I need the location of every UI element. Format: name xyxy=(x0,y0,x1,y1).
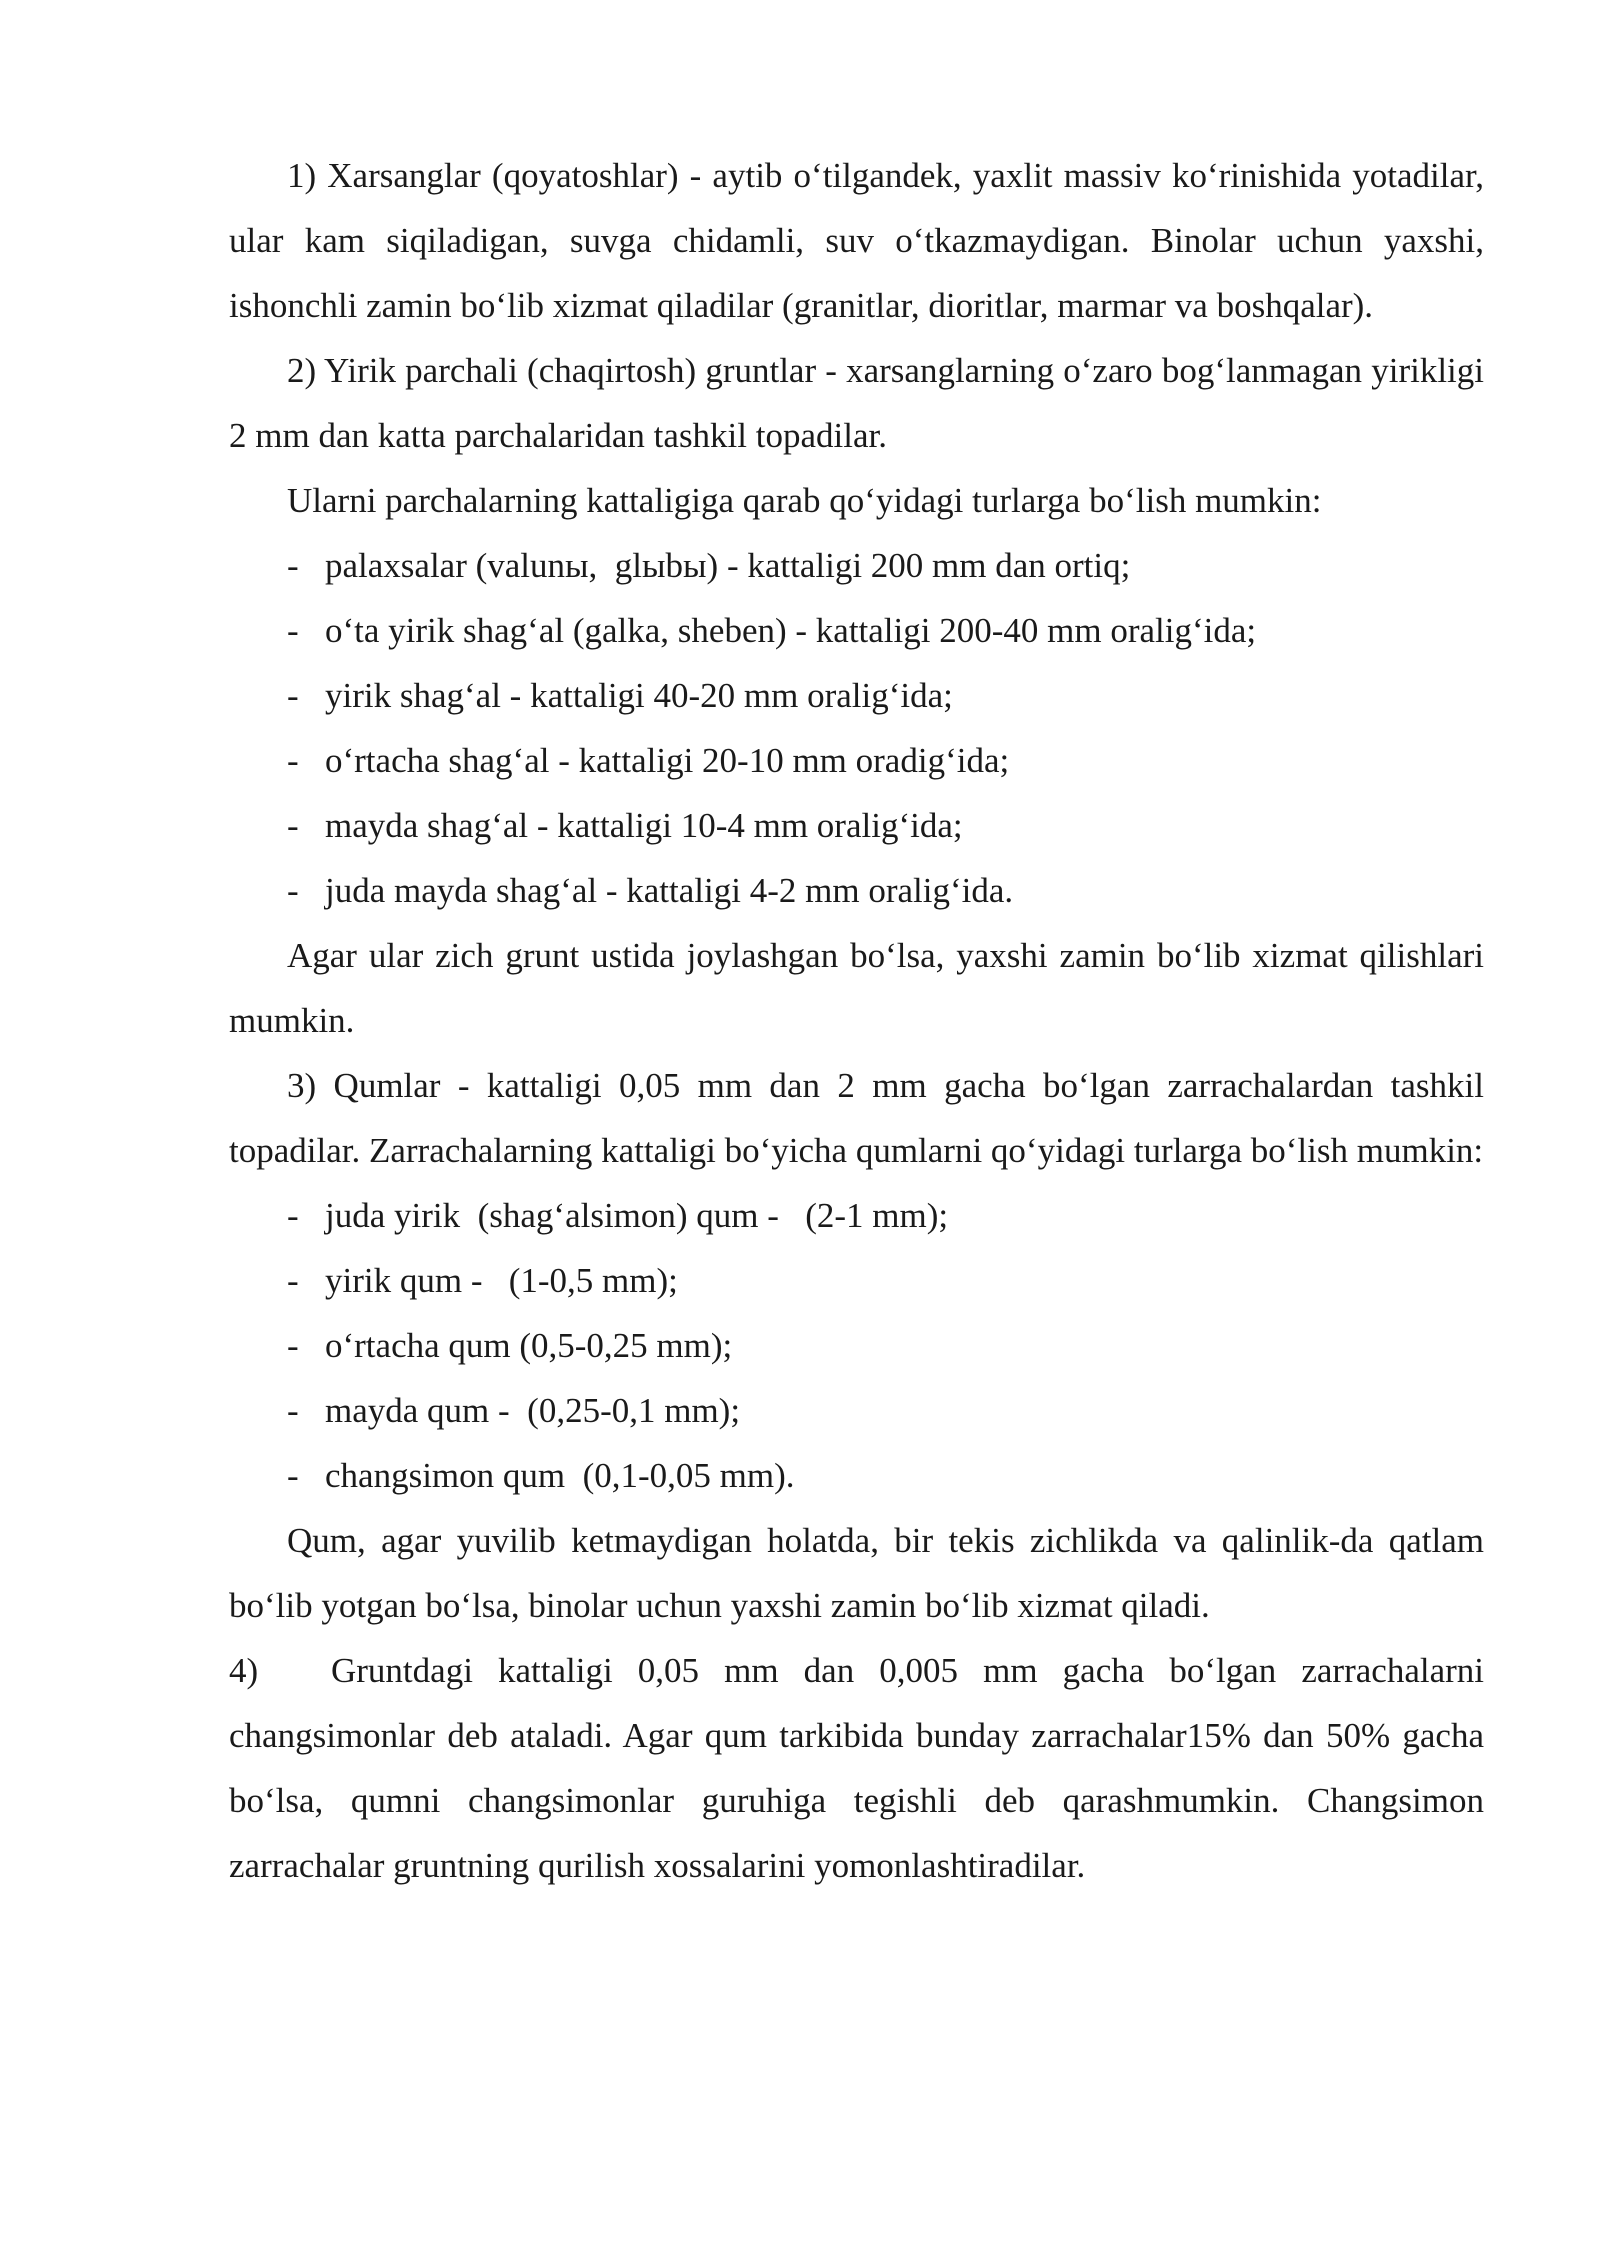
paragraph-number: 4) xyxy=(229,1651,259,1690)
list-dash: - xyxy=(287,1391,299,1430)
list-dash: - xyxy=(287,1261,299,1300)
document-body xyxy=(229,143,1484,1898)
list-item-text: juda mayda shag‘al - kattaligi 4-2 mm oralig‘ida. xyxy=(325,871,1014,910)
list-dash: - xyxy=(287,741,299,780)
list-item xyxy=(229,1183,1484,1248)
list-dash: - xyxy=(287,1326,299,1365)
paragraph-coarse-types-intro: Ularni parchalarning kattaligiga qarab qo‘yidagi turlarga bo‘lish mumkin: xyxy=(287,481,1322,520)
list-item xyxy=(229,728,1484,793)
paragraph-gravel-note: Agar ular zich grunt ustida joylashgan bo‘lsa, yaxshi zamin bo‘lib xizmat qilishlari mumkin. xyxy=(229,936,1484,1040)
list-item-text: palaxsalar (valunы, glыbы) - kattaligi 200 mm dan ortiq; xyxy=(325,546,1131,585)
list-item-text: yirik shag‘al - kattaligi 40-20 mm oralig‘ida; xyxy=(325,676,953,715)
list-item xyxy=(229,1443,1484,1508)
paragraph-rock-soils: 1) Xarsanglar (qoyatoshlar) - aytib o‘tilgandek, yaxlit massiv ko‘rinishida yotadilar, ular kam siqiladigan, suvga chidamli, suv o‘tkazmaydigan. Binolar uchun yaxshi, ishonchli zamin bo‘lib xizmat qiladilar (granitlar, dioritlar, marmar va boshqalar). xyxy=(229,156,1484,325)
list-dash: - xyxy=(287,1456,299,1495)
list-dash: - xyxy=(287,871,299,910)
list-item xyxy=(229,1313,1484,1378)
paragraph-silts-text: Gruntdagi kattaligi 0,05 mm dan 0,005 mm gacha bo‘lgan zarrachalarni changsimonlar deb ataladi. Agar qum tarkibida bunday zarrachalar15% dan 50% gacha bo‘lsa, qumni changsimonlar guruhiga tegishli deb qarashmumkin. Changsimon zarrachalar gruntning qurilish xossalarini yomonlashtiradilar. xyxy=(229,1651,1484,1885)
list-item xyxy=(229,858,1484,923)
paragraph-coarse-soils: 2) Yirik parchali (chaqirtosh) gruntlar - xarsanglarning o‘zaro bog‘lanmagan yirikligi 2 mm dan katta parchalaridan tashkil topadilar. xyxy=(229,351,1484,455)
list-item xyxy=(229,598,1484,663)
gravel-type-list xyxy=(229,533,1484,923)
sand-type-list xyxy=(229,1183,1484,1508)
list-item-text: changsimon qum (0,1-0,05 mm). xyxy=(325,1456,795,1495)
list-item-text: o‘rtacha qum (0,5-0,25 mm); xyxy=(325,1326,733,1365)
list-dash: - xyxy=(287,806,299,845)
list-item-text: o‘rtacha shag‘al - kattaligi 20-10 mm oradig‘ida; xyxy=(325,741,1010,780)
list-dash: - xyxy=(287,546,299,585)
list-dash: - xyxy=(287,676,299,715)
list-item-text: mayda qum - (0,25-0,1 mm); xyxy=(325,1391,741,1430)
list-item-text: juda yirik (shag‘alsimon) qum - (2-1 mm); xyxy=(325,1196,949,1235)
list-item xyxy=(229,663,1484,728)
list-item-text: o‘ta yirik shag‘al (galka, sheben) - kattaligi 200-40 mm oralig‘ida; xyxy=(325,611,1257,650)
list-item xyxy=(229,533,1484,598)
paragraph-silts xyxy=(105,1638,1484,1898)
paragraph-sands: 3) Qumlar - kattaligi 0,05 mm dan 2 mm gacha bo‘lgan zarrachalardan tashkil topadilar. Zarrachalarning kattaligi bo‘yicha qumlarni qo‘yidagi turlarga bo‘lish mumkin: xyxy=(229,1066,1484,1170)
list-item-text: mayda shag‘al - kattaligi 10-4 mm oralig‘ida; xyxy=(325,806,963,845)
list-item xyxy=(229,793,1484,858)
list-item-text: yirik qum - (1-0,5 mm); xyxy=(325,1261,678,1300)
list-dash: - xyxy=(287,611,299,650)
paragraph-sand-note: Qum, agar yuvilib ketmaydigan holatda, bir tekis zichlikda va qalinlik-da qatlam bo‘lib yotgan bo‘lsa, binolar uchun yaxshi zamin bo‘lib xizmat qiladi. xyxy=(229,1521,1484,1625)
list-item xyxy=(229,1248,1484,1313)
list-dash: - xyxy=(287,1196,299,1235)
list-item xyxy=(229,1378,1484,1443)
